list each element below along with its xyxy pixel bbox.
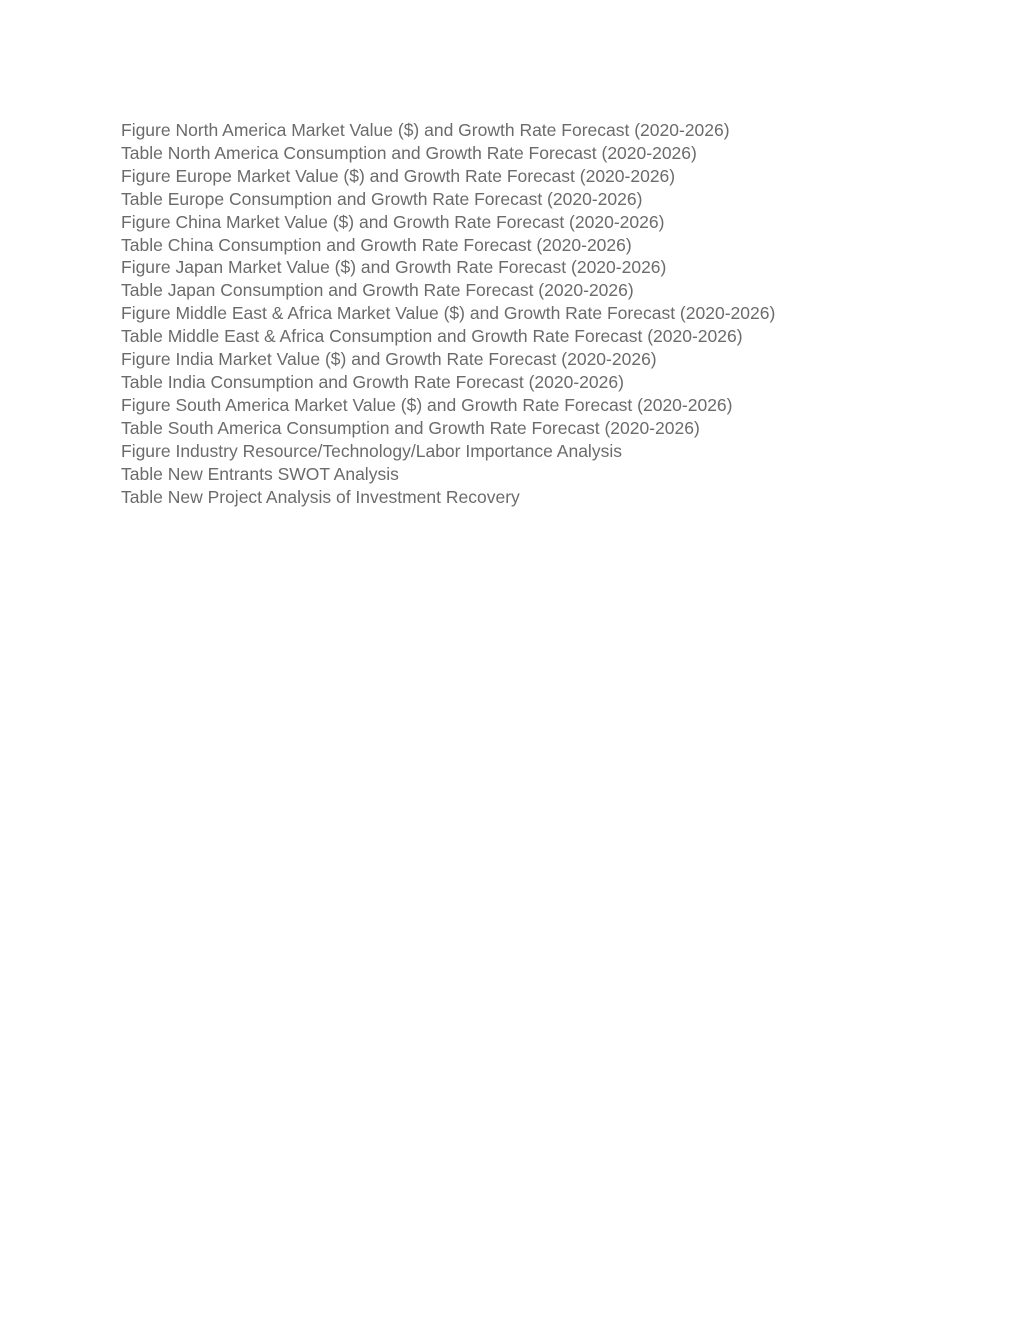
list-entry: Figure China Market Value ($) and Growth Rate Forecast (2020-2026) bbox=[121, 211, 665, 232]
list-entry: Figure Middle East & Africa Market Value ($) and Growth Rate Forecast (2020-2026) bbox=[121, 303, 776, 324]
list-entry: Table New Project Analysis of Investment Recovery bbox=[121, 486, 520, 507]
list-entry: Table South America Consumption and Growth Rate Forecast (2020-2026) bbox=[121, 417, 700, 438]
list-entry: Table China Consumption and Growth Rate Forecast (2020-2026) bbox=[121, 234, 632, 255]
list-entry: Table Japan Consumption and Growth Rate Forecast (2020-2026) bbox=[121, 280, 634, 301]
list-entry: Figure India Market Value ($) and Growth Rate Forecast (2020-2026) bbox=[121, 349, 657, 370]
list-entry: Table Europe Consumption and Growth Rate Forecast (2020-2026) bbox=[121, 188, 643, 209]
list-entry: Table India Consumption and Growth Rate Forecast (2020-2026) bbox=[121, 371, 624, 392]
list-entry: Table Middle East & Africa Consumption and Growth Rate Forecast (2020-2026) bbox=[121, 326, 743, 347]
list-entry: Figure Europe Market Value ($) and Growth Rate Forecast (2020-2026) bbox=[121, 165, 676, 186]
list-entry: Figure Japan Market Value ($) and Growth Rate Forecast (2020-2026) bbox=[121, 257, 667, 278]
list-entry: Figure Industry Resource/Technology/Labor Importance Analysis bbox=[121, 440, 622, 461]
list-entry: Figure North America Market Value ($) and Growth Rate Forecast (2020-2026) bbox=[121, 120, 730, 140]
list-entry: Table New Entrants SWOT Analysis bbox=[121, 463, 399, 484]
figure-table-list bbox=[121, 119, 981, 508]
list-entry: Figure South America Market Value ($) and Growth Rate Forecast (2020-2026) bbox=[121, 394, 733, 415]
list-entry: Table North America Consumption and Growth Rate Forecast (2020-2026) bbox=[121, 142, 697, 163]
